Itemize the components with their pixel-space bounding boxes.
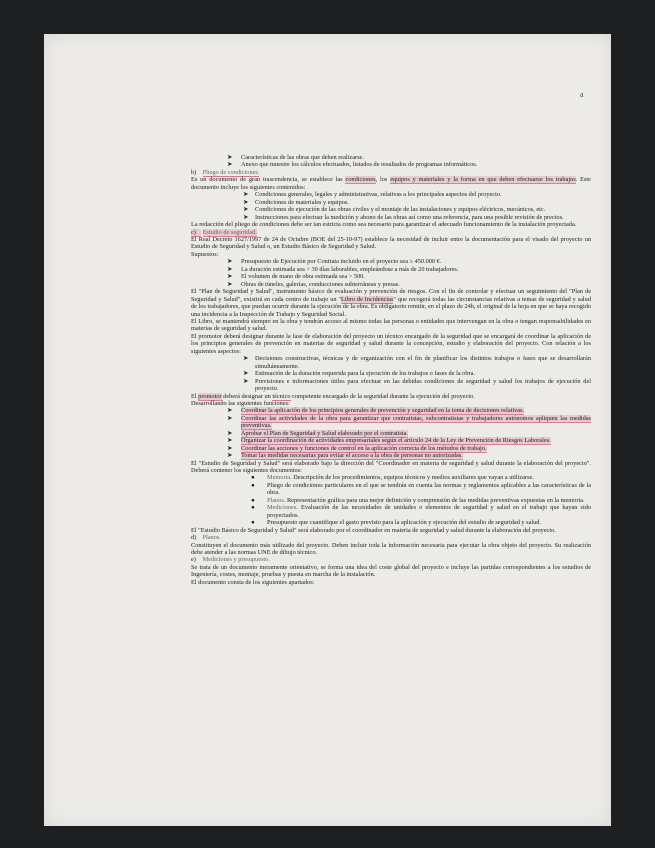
- estudio-basico-paragraph: El "Estudio Básico de Seguridad y Salud" será elaborado por el coordinador en materia de seguridad y salud durante la elaboración del proyecto.: [191, 526, 556, 534]
- list-item: ➤ Coordinar las acciones y funciones de control en la aplicación correcta de los métodos de trabajo.: [227, 444, 487, 452]
- arrow-bullet-icon: ➤: [243, 213, 249, 221]
- list-item: ➤ Presupuesto de Ejecución por Contrata incluido en el proyecto sea ≥ 450.000 €.: [227, 258, 442, 266]
- arrow-bullet-icon: ➤: [243, 191, 249, 199]
- list-item: ➤ Estimación de la duración requerida para la ejecución de los trabajos o fases de la obra.: [243, 370, 475, 378]
- list-item: ➤ La duración estimada sea > 30 días laborables, empleándose a más de 20 trabajadores.: [227, 265, 459, 273]
- section-e-text: Se trata de un documento meramente orientativo, se forma una idea del coste global del proyecto e incluye las partidas correspondientes a los estudios de Ingeniería, costes, montaje, pruebas y puesta en marcha de la instalación.: [191, 563, 591, 579]
- arrow-bullet-icon: ➤: [227, 273, 233, 281]
- arrow-bullet-icon: ➤: [227, 407, 233, 415]
- estudio-intro: El "Estudio de Seguridad y Salud" será elaborado bajo la dirección del "Coordinador en materia de seguridad y salud durante la elaboración del proyecto". Deberá contener los siguientes documentos:: [191, 459, 591, 475]
- section-c-heading: c) Estudio de seguridad.: [191, 228, 257, 236]
- arrow-bullet-icon: ➤: [227, 280, 233, 288]
- document-page: [44, 34, 611, 826]
- list-item: ● Planos. Representación gráfica para una mejor definición y comprensión de las medidas preventivas expuestas en la memoria.: [251, 496, 585, 504]
- list-item: ● Mediciones. Evaluación de las necesidades de unidades o elementos de seguridad y salud en el trabajo que hayan sido proyectados.: [251, 504, 591, 519]
- dot-bullet-icon: ●: [251, 519, 255, 527]
- list-item: ➤ Aprobar el Plan de Seguridad y Salud elaborado por el contratista.: [227, 429, 408, 437]
- dot-bullet-icon: ●: [251, 504, 255, 512]
- section-b-closing: La redacción del pliego de condiciones debe ser tan estricta como sea necesario para garantizar el adecuado funcionamiento de la instalación proyectada.: [191, 221, 577, 229]
- arrow-bullet-icon: ➤: [227, 444, 233, 452]
- list-item: ● Memoria. Descripción de los procedimientos, equipos técnicos y medios auxiliares que vayan a utilizarse.: [251, 474, 534, 482]
- list-item: ➤ Organizar la coordinación de actividades empresariales según el artículo 24 de la Ley de Prevención de Riesgos Laborales.: [227, 437, 551, 445]
- arrow-bullet-icon: ➤: [243, 355, 249, 363]
- list-item: ➤ Anexo que muestre los cálculos efectuados, listados de resultados de programas informáticos.: [227, 161, 478, 169]
- list-item: ➤ Condiciones de materiales y equipos.: [243, 198, 349, 206]
- section-b-heading: b) Pliego de condiciones.: [191, 168, 260, 176]
- list-item: ● Presupuesto que cuantifique el gasto previsto para la aplicación y ejecución del estudio de seguridad y salud.: [251, 519, 542, 527]
- section-c-intro: El Real Decreto 1627/1997 de 24 de Octubre (BOE del 25-10-97) establece la necesidad de incluir entre la documentación para el visado del proyecto un Estudio de Seguridad y Salud o, un Estudio Básico de Seguridad y Salud.: [191, 235, 591, 251]
- section-b-intro: Es un documento de gran trascendencia, se establece las condiciones, los equipos y materiales y la forma en que deben efectuarse los trabajos. Este documento incluye los siguientes contenidos:: [191, 176, 591, 191]
- list-item: ➤ Condiciones generales, legales y administrativas, relativas a los principales aspectos del proyecto.: [243, 191, 502, 199]
- list-item: ➤ Coordinar las actividades de la obra para garantizar que contratistas, subcontratistas y trabajadores autónomos apliquen las medidas preventivas.: [227, 414, 591, 430]
- arrow-bullet-icon: ➤: [227, 414, 233, 422]
- list-item: ● Pliego de condiciones particulares en el que se tendrán en cuenta las normas y reglamentos aplicables a las características de la obra.: [251, 481, 591, 497]
- list-item: ➤ Obras de túneles, galerías, conducciones subterráneas y presas.: [227, 280, 400, 288]
- dot-bullet-icon: ●: [251, 496, 255, 504]
- dot-bullet-icon: ●: [251, 481, 255, 489]
- arrow-bullet-icon: ➤: [227, 452, 233, 460]
- dot-bullet-icon: ●: [251, 474, 255, 482]
- list-item: ➤ Decisiones constructivas, técnicas y de organización con el fin de planificar los distintos trabajos o fases que se desarrollarán simultáneamente.: [243, 355, 591, 370]
- promotor-paragraph: El promotor deberá designar durante la fase de elaboración del proyecto un técnico encargado de la seguridad que se encargará de coordinar la aplicación de los principios generales de prevención en materias de seguridad y salud durante la concepción, estudio y elaboración del proyecto. Con relación a los siguientes aspectos:: [191, 332, 591, 355]
- list-item: ➤ Condiciones de ejecución de las obras civiles y el montaje de las instalaciones y equipos eléctricos, mecánicos, etc.: [243, 206, 546, 214]
- list-item: ➤ Características de las obras que deben realizarse.: [227, 154, 364, 161]
- arrow-bullet-icon: ➤: [227, 265, 233, 273]
- arrow-bullet-icon: ➤: [243, 198, 249, 206]
- arrow-bullet-icon: ➤: [243, 377, 249, 385]
- section-e-heading: e) Mediciones y presupuesto.: [191, 556, 270, 564]
- arrow-bullet-icon: ➤: [227, 154, 233, 161]
- list-item: ➤ Tomar las medidas necesarias para evitar el acceso a la obra de personas no autorizadas.: [227, 452, 463, 460]
- arrow-bullet-icon: ➤: [227, 429, 233, 437]
- funciones-label: Desarrollando las siguientes funciones:: [191, 399, 290, 407]
- list-item: ➤ Previsiones e informaciones útiles para efectuar en las debidas condiciones de seguridad y salud los trabajos de ejecución del proyecto.: [243, 377, 591, 393]
- promotor-tecnico-paragraph: El promotor deberá designar un técnico competente encargado de la seguridad durante la ejecución del proyecto.: [191, 392, 475, 400]
- supuestos-label: Supuestos:: [191, 250, 219, 258]
- section-d-heading: d) Planos.: [191, 534, 221, 542]
- libro-paragraph: El Libro, se mantendrá siempre en la obra y tendrán acceso al mismo todas las personas o entidades que intervengan en la obra o tengan responsabilidades en materias de seguridad y salud.: [191, 317, 591, 333]
- list-item: ➤ El volumen de mano de obra estimada sea > 500.: [227, 273, 365, 281]
- arrow-bullet-icon: ➤: [227, 258, 233, 266]
- plan-paragraph: El "Plan de Seguridad y Salud", instrumento básico de evaluación y prevención de riesgos. Con el fin de controlar y efectuar un seguimiento del "Plan de Seguridad y Salud", existirá en cada centro de trabajo un "Libro de Incidencias" que recogerá todas las circunstancias relativas a temas de seguridad y salud de los trabajadores, que puedan ocurrir durante la ejecución de la obra. Es obligatorio remitir, en el plazo de 24h, el original de la hoja en que se haya recogido una incidencia a la Inspección de Trabajo y Seguridad Social.: [191, 288, 591, 318]
- arrow-bullet-icon: ➤: [227, 161, 233, 169]
- section-d-text: Constituyen el documento más utilizado del proyecto. Deben incluir toda la información necesaria para ejecutar la obra objeto del proyecto. Su realización debe atender a las normas UNE de dibujo técnico.: [191, 541, 591, 557]
- arrow-bullet-icon: ➤: [227, 437, 233, 445]
- list-item: ➤ Coordinar la aplicación de los principios generales de prevención y seguridad en la toma de decisiones relativas.: [227, 407, 525, 415]
- section-e-closing: El documento consta de los siguientes apartados:: [191, 578, 315, 586]
- list-item: ➤ Instrucciones para efectuar la medición y abono de las obras así como una referencia, para una posible revisión de precios.: [243, 213, 564, 221]
- arrow-bullet-icon: ➤: [243, 206, 249, 214]
- arrow-bullet-icon: ➤: [243, 370, 249, 378]
- page-mark: a: [580, 90, 584, 99]
- document-body: [191, 154, 591, 586]
